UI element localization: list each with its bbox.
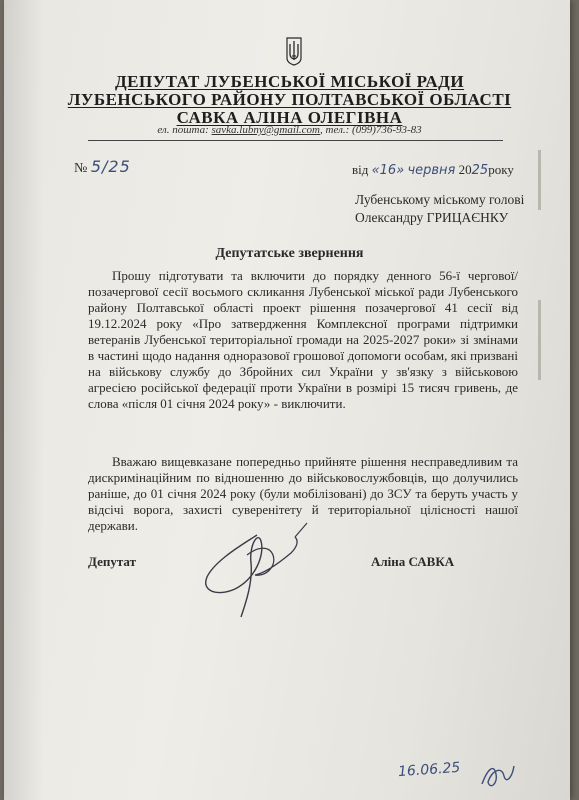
phone-number: (099)736-93-83 (352, 124, 422, 136)
signatory-name: Аліна САВКА (371, 554, 455, 569)
phone-label: , тел.: (320, 124, 350, 136)
number-prefix: № (74, 161, 88, 176)
letterhead-contacts (0, 124, 579, 136)
letterhead-name: САВКА АЛІНА ОЛЕГІВНА (176, 108, 403, 127)
body-paragraph-2: Вважаю вищевказане попередньо прийняте рішення несправедливим та дискримінаційним по відношенню до військовослужбовців, що долучились раніше, до 01 січня 2024 року (були мобілізовані) до ЗСУ та беруть участь у відсічі ворога, захисті суверенітету й територіальної цілісності нашої держави. (88, 454, 518, 533)
letterhead-line-1: ДЕПУТАТ ЛУБЕНСЬКОЇ МІСЬКОЇ РАДИ (114, 72, 465, 91)
date-year: 25 (471, 163, 489, 178)
letterhead-line-2: ЛУБЕНСЬКОГО РАЙОНУ ПОЛТАВСЬКОЇ ОБЛАСТІ (67, 90, 512, 109)
date-year-suffix: року (488, 162, 514, 177)
date-day: «16» (371, 163, 405, 178)
addressee-position: Лубенському міському голові (355, 192, 525, 207)
coat-of-arms-icon (285, 36, 303, 66)
signature-label: Депутат (88, 554, 136, 569)
number-handwritten: 5/25 (90, 157, 131, 176)
letterhead-divider (88, 140, 503, 141)
paper-edge-mark (538, 300, 541, 380)
addressee-block (355, 191, 524, 227)
body-paragraph-1: Прошу підготувати та включити до порядку денного 56-ї чергової/позачергової сесії восьмого скликання Лубенської міської ради Лубенського району Полтавської області проект рішення позачергової 41 сесії від 19.12.2024 року «Про затвердження Комплексної програми підтримки ветеранів Лубенської територіальної громади на 2025-2027 роки» зі змінами в частині щодо надання одноразової грошової допомоги особам, які призвані на військову службу до Збройних сил України у зв'язку з військовою агресією російської федерації проти України в розмірі 15 тисяч гривень, де слова «після 01 січня 2024 року» - виключити. (88, 268, 518, 411)
document-title: Депутатське звернення (215, 246, 364, 261)
receipt-date-note: 16.06.25 (397, 759, 461, 781)
registration-date (352, 162, 514, 178)
email-link[interactable]: savka.lubny@gmail.com (211, 124, 321, 136)
registration-number (74, 157, 131, 177)
addressee-name: Олександру ГРИЦАЄНКУ (355, 210, 509, 225)
date-month: червня (407, 163, 456, 178)
email-label: ел. пошта: (157, 124, 209, 136)
handwritten-signature (195, 515, 315, 620)
receipt-initials (478, 760, 518, 792)
date-year-prefix: 20 (458, 162, 472, 177)
paper-edge-mark (538, 150, 541, 210)
date-prefix: від (352, 162, 369, 177)
